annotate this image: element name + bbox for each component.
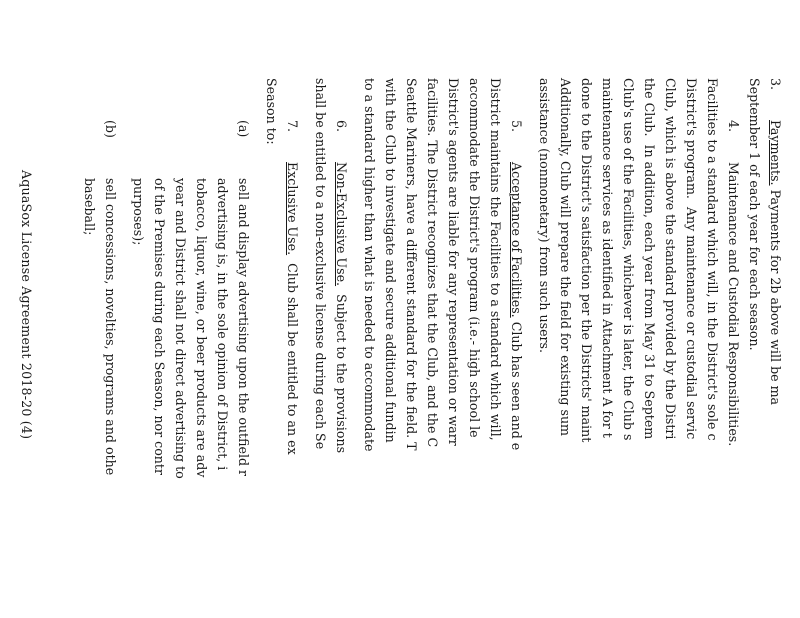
section-number: 3. (768, 78, 783, 91)
line-text: District's agents are liable for any representation or warr (446, 78, 461, 446)
document-line (211, 178, 232, 470)
document-line (99, 120, 120, 475)
section-number: (a) (236, 120, 251, 138)
document-line (260, 78, 281, 145)
line-text: Club's use of the Facilities, whichever is later, the Club s (621, 78, 636, 441)
line-text: tobacco, liquor, wine, or beer products are adv (194, 178, 209, 478)
line-text: Season to: (264, 78, 279, 145)
document-line (463, 78, 484, 438)
line-text: to a standard higher than what is needed to accommodate (362, 78, 377, 452)
document-line (127, 178, 148, 245)
document-line (484, 78, 505, 441)
document-line (148, 178, 169, 475)
page-footer: AquaSox License Agreement 2018-20 (4) (19, 170, 34, 440)
line-text: accommodate the District's program (i.e.- high school le (467, 78, 482, 438)
document-line (505, 120, 526, 450)
document-line (281, 120, 302, 455)
line-text: purposes); (131, 178, 146, 246)
line-text: sell concessions, novelties, programs and othe (103, 178, 118, 476)
line-text: Club, which is above the standard provided by the Distri (663, 78, 678, 440)
document-line (575, 78, 596, 442)
document-line (680, 78, 701, 439)
document-line (421, 78, 442, 447)
section-heading: Exclusive Use. (285, 162, 300, 256)
section-number: (b) (103, 120, 118, 138)
section-number: 5. (509, 120, 524, 133)
document-line (309, 78, 330, 449)
document-line (232, 120, 253, 476)
line-text: with the Club to investigate and secure additional fundin (383, 78, 398, 443)
document-line (722, 120, 743, 446)
document-line (190, 178, 211, 477)
section-number: 6. (334, 120, 349, 133)
line-text: District's program. Any maintenance or custodial servic (684, 78, 699, 440)
document-line (379, 78, 400, 443)
document-line (400, 78, 421, 451)
section-number: 7. (285, 120, 300, 133)
document-line (764, 78, 785, 405)
line-text: facilities. The District recognizes that the Club, and the C (425, 78, 440, 448)
line-text: District maintains the Facilities to a standard which will, (488, 78, 503, 441)
line-text: Maintenance and Custodial Responsibilities. (726, 162, 741, 447)
line-text: Club shall be entitled to an ex (285, 255, 300, 455)
section-heading: Non-Exclusive Use. (334, 162, 349, 287)
document-line (358, 78, 379, 451)
line-text: sell and display advertising upon the outfield r (236, 178, 251, 477)
document-line (78, 178, 99, 235)
document-line (442, 78, 463, 446)
document-line (330, 120, 351, 453)
document-line (743, 78, 764, 351)
line-text: Club has seen and e (509, 317, 524, 451)
line-text: shall be entitled to a non-exclusive license during each Se (313, 78, 328, 450)
document-line (701, 78, 722, 441)
section-heading: Acceptance of Facilities. (509, 162, 524, 318)
line-text: the Club. In addition, each year from May 31 to Septem (642, 78, 657, 440)
line-text: Seattle Mariners, have a different standard for the field. T (404, 78, 419, 451)
document-line (169, 178, 190, 479)
section-heading: Payments. (768, 120, 783, 186)
line-text: Facilities to a standard which will, in the District's sole c (705, 78, 720, 441)
line-text: done to the District's satisfaction per the Districts' maint (579, 78, 594, 443)
line-text: year and District shall not direct advertising to (173, 178, 188, 479)
document-line (533, 78, 554, 353)
line-text: advertising is, in the sole opinion of District, i (215, 178, 230, 471)
line-text: assistance (nonmonetary) from such users. (537, 78, 552, 354)
document-line (554, 78, 575, 436)
line-text: maintenance services as identified in Attachment A for t (600, 78, 615, 438)
line-text: Payments for 2b above will be ma (768, 185, 783, 406)
line-text: Additionally, Club will prepare the field for existing sum (558, 78, 573, 436)
line-text: of the Premises during each Season, nor contr (152, 178, 167, 475)
document-line (638, 78, 659, 439)
document-line (659, 78, 680, 439)
section-number: 4. (726, 120, 741, 133)
line-text: baseball; (82, 178, 97, 236)
line-text: September 1 of each year for each season. (747, 78, 762, 351)
document-line (596, 78, 617, 438)
line-text: Subject to the provisions (334, 286, 349, 454)
document-line (617, 78, 638, 440)
